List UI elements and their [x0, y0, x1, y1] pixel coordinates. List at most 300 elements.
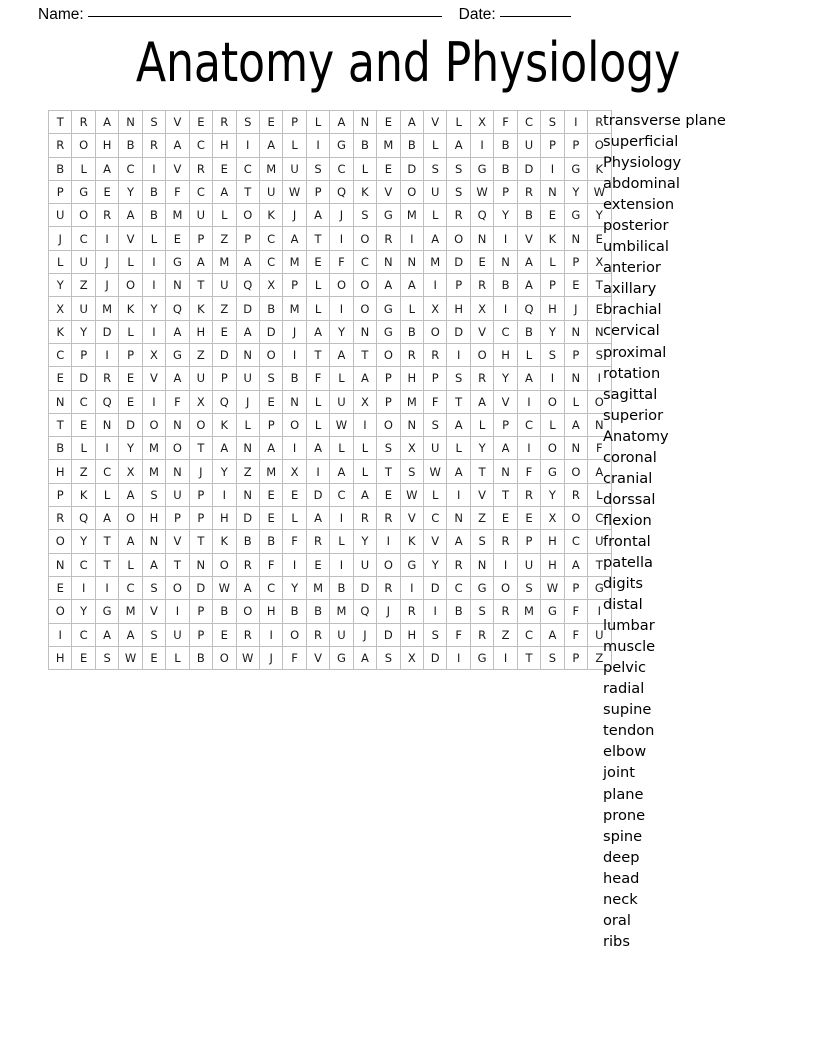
- grid-cell[interactable]: S: [447, 367, 470, 390]
- grid-cell[interactable]: R: [400, 343, 423, 366]
- word-list-item[interactable]: cranial: [603, 469, 653, 487]
- grid-cell[interactable]: N: [283, 390, 306, 413]
- grid-cell[interactable]: C: [259, 250, 282, 273]
- grid-cell[interactable]: I: [236, 134, 259, 157]
- grid-cell[interactable]: A: [588, 460, 611, 483]
- grid-cell[interactable]: K: [213, 413, 236, 436]
- grid-cell[interactable]: Y: [142, 297, 165, 320]
- word-list-item[interactable]: extension: [603, 196, 675, 214]
- grid-cell[interactable]: O: [353, 297, 376, 320]
- grid-cell[interactable]: S: [447, 180, 470, 203]
- grid-cell[interactable]: A: [353, 367, 376, 390]
- grid-cell[interactable]: T: [517, 646, 540, 669]
- word-list-item[interactable]: posterior: [603, 217, 669, 235]
- word-list-item[interactable]: superficial: [603, 133, 679, 151]
- grid-cell[interactable]: V: [306, 646, 329, 669]
- grid-cell[interactable]: T: [236, 180, 259, 203]
- word-list-item[interactable]: frontal: [603, 532, 651, 550]
- grid-cell[interactable]: T: [470, 460, 493, 483]
- grid-cell[interactable]: N: [95, 413, 118, 436]
- grid-cell[interactable]: F: [166, 180, 189, 203]
- name-blank-line[interactable]: [88, 15, 442, 17]
- grid-cell[interactable]: S: [142, 483, 165, 506]
- grid-cell[interactable]: S: [541, 343, 564, 366]
- grid-cell[interactable]: M: [213, 250, 236, 273]
- grid-cell[interactable]: Q: [236, 274, 259, 297]
- grid-cell[interactable]: S: [588, 343, 611, 366]
- grid-cell[interactable]: A: [213, 437, 236, 460]
- grid-cell[interactable]: Y: [353, 530, 376, 553]
- grid-cell[interactable]: I: [400, 227, 423, 250]
- grid-cell[interactable]: D: [447, 250, 470, 273]
- grid-cell[interactable]: U: [259, 180, 282, 203]
- grid-cell[interactable]: I: [306, 134, 329, 157]
- grid-cell[interactable]: E: [49, 576, 72, 599]
- word-list-item[interactable]: brachial: [603, 301, 662, 319]
- grid-cell[interactable]: C: [72, 227, 95, 250]
- grid-cell[interactable]: M: [142, 460, 165, 483]
- grid-cell[interactable]: W: [236, 646, 259, 669]
- grid-cell[interactable]: V: [517, 227, 540, 250]
- grid-cell[interactable]: I: [517, 390, 540, 413]
- grid-cell[interactable]: R: [377, 507, 400, 530]
- grid-cell[interactable]: T: [588, 553, 611, 576]
- grid-cell[interactable]: P: [189, 483, 212, 506]
- grid-cell[interactable]: Y: [494, 367, 517, 390]
- grid-cell[interactable]: L: [283, 507, 306, 530]
- grid-cell[interactable]: I: [353, 413, 376, 436]
- grid-cell[interactable]: N: [189, 553, 212, 576]
- word-list-item[interactable]: distal: [603, 596, 643, 614]
- grid-cell[interactable]: B: [283, 600, 306, 623]
- grid-cell[interactable]: V: [142, 600, 165, 623]
- grid-cell[interactable]: A: [119, 483, 142, 506]
- grid-cell[interactable]: O: [400, 180, 423, 203]
- grid-cell[interactable]: L: [541, 413, 564, 436]
- grid-cell[interactable]: E: [377, 483, 400, 506]
- grid-cell[interactable]: O: [72, 204, 95, 227]
- grid-cell[interactable]: W: [588, 180, 611, 203]
- grid-cell[interactable]: L: [447, 111, 470, 134]
- grid-cell[interactable]: M: [283, 297, 306, 320]
- word-list-item[interactable]: deep: [603, 848, 640, 866]
- grid-cell[interactable]: I: [95, 343, 118, 366]
- grid-cell[interactable]: A: [517, 367, 540, 390]
- grid-cell[interactable]: G: [166, 250, 189, 273]
- grid-cell[interactable]: F: [564, 600, 587, 623]
- grid-cell[interactable]: A: [236, 576, 259, 599]
- grid-cell[interactable]: C: [119, 576, 142, 599]
- grid-cell[interactable]: P: [236, 227, 259, 250]
- grid-cell[interactable]: N: [49, 553, 72, 576]
- grid-cell[interactable]: B: [494, 157, 517, 180]
- grid-cell[interactable]: G: [377, 320, 400, 343]
- grid-cell[interactable]: H: [400, 623, 423, 646]
- grid-cell[interactable]: Y: [494, 204, 517, 227]
- grid-cell[interactable]: D: [119, 413, 142, 436]
- grid-cell[interactable]: X: [470, 111, 493, 134]
- grid-cell[interactable]: B: [236, 530, 259, 553]
- grid-cell[interactable]: K: [49, 320, 72, 343]
- grid-cell[interactable]: L: [72, 157, 95, 180]
- grid-cell[interactable]: C: [189, 134, 212, 157]
- grid-cell[interactable]: L: [306, 413, 329, 436]
- grid-cell[interactable]: H: [213, 134, 236, 157]
- grid-cell[interactable]: G: [541, 600, 564, 623]
- grid-cell[interactable]: P: [72, 343, 95, 366]
- grid-cell[interactable]: K: [213, 530, 236, 553]
- grid-cell[interactable]: Q: [95, 390, 118, 413]
- word-list-item[interactable]: pelvic: [603, 659, 647, 677]
- word-list-item[interactable]: anterior: [603, 259, 661, 277]
- grid-cell[interactable]: P: [517, 530, 540, 553]
- grid-cell[interactable]: I: [330, 297, 353, 320]
- grid-cell[interactable]: G: [564, 204, 587, 227]
- grid-cell[interactable]: K: [588, 157, 611, 180]
- grid-cell[interactable]: Q: [166, 297, 189, 320]
- grid-cell[interactable]: C: [236, 157, 259, 180]
- grid-cell[interactable]: N: [377, 250, 400, 273]
- grid-cell[interactable]: P: [564, 343, 587, 366]
- grid-cell[interactable]: H: [259, 600, 282, 623]
- grid-cell[interactable]: R: [95, 204, 118, 227]
- grid-cell[interactable]: C: [330, 483, 353, 506]
- grid-cell[interactable]: G: [564, 157, 587, 180]
- grid-cell[interactable]: S: [424, 623, 447, 646]
- grid-cell[interactable]: E: [494, 507, 517, 530]
- grid-cell[interactable]: G: [377, 297, 400, 320]
- grid-cell[interactable]: Y: [72, 600, 95, 623]
- grid-cell[interactable]: N: [494, 460, 517, 483]
- grid-cell[interactable]: I: [142, 274, 165, 297]
- grid-cell[interactable]: H: [213, 507, 236, 530]
- grid-cell[interactable]: O: [470, 343, 493, 366]
- grid-cell[interactable]: O: [49, 530, 72, 553]
- grid-cell[interactable]: M: [259, 460, 282, 483]
- grid-cell[interactable]: I: [564, 111, 587, 134]
- word-list-item[interactable]: prone: [603, 806, 646, 824]
- grid-cell[interactable]: Y: [588, 204, 611, 227]
- grid-cell[interactable]: P: [49, 483, 72, 506]
- grid-cell[interactable]: M: [424, 250, 447, 273]
- grid-cell[interactable]: Z: [494, 623, 517, 646]
- grid-cell[interactable]: R: [424, 343, 447, 366]
- grid-cell[interactable]: A: [259, 437, 282, 460]
- grid-cell[interactable]: S: [470, 600, 493, 623]
- grid-cell[interactable]: O: [119, 507, 142, 530]
- grid-cell[interactable]: L: [330, 437, 353, 460]
- grid-cell[interactable]: D: [353, 576, 376, 599]
- grid-cell[interactable]: N: [166, 413, 189, 436]
- grid-cell[interactable]: J: [377, 600, 400, 623]
- grid-cell[interactable]: U: [166, 483, 189, 506]
- grid-cell[interactable]: D: [95, 320, 118, 343]
- grid-cell[interactable]: K: [353, 180, 376, 203]
- grid-cell[interactable]: D: [189, 576, 212, 599]
- grid-cell[interactable]: T: [353, 343, 376, 366]
- grid-cell[interactable]: H: [142, 507, 165, 530]
- grid-cell[interactable]: C: [259, 576, 282, 599]
- grid-cell[interactable]: O: [166, 576, 189, 599]
- grid-cell[interactable]: U: [72, 250, 95, 273]
- grid-cell[interactable]: A: [306, 204, 329, 227]
- grid-cell[interactable]: A: [517, 274, 540, 297]
- grid-cell[interactable]: M: [400, 204, 423, 227]
- grid-cell[interactable]: R: [49, 507, 72, 530]
- grid-cell[interactable]: S: [236, 111, 259, 134]
- grid-cell[interactable]: W: [400, 483, 423, 506]
- grid-cell[interactable]: L: [424, 134, 447, 157]
- grid-cell[interactable]: R: [353, 507, 376, 530]
- word-list-item[interactable]: elbow: [603, 743, 647, 761]
- grid-cell[interactable]: M: [306, 576, 329, 599]
- grid-cell[interactable]: P: [306, 180, 329, 203]
- grid-cell[interactable]: I: [166, 600, 189, 623]
- grid-cell[interactable]: P: [49, 180, 72, 203]
- grid-cell[interactable]: M: [119, 600, 142, 623]
- grid-cell[interactable]: I: [494, 646, 517, 669]
- grid-cell[interactable]: J: [189, 460, 212, 483]
- grid-cell[interactable]: M: [166, 204, 189, 227]
- grid-cell[interactable]: A: [283, 227, 306, 250]
- grid-cell[interactable]: P: [564, 646, 587, 669]
- grid-cell[interactable]: R: [588, 111, 611, 134]
- word-list-item[interactable]: umbilical: [603, 238, 669, 256]
- word-list-item[interactable]: axillary: [603, 280, 657, 298]
- grid-cell[interactable]: H: [541, 553, 564, 576]
- grid-cell[interactable]: S: [400, 460, 423, 483]
- grid-cell[interactable]: L: [564, 390, 587, 413]
- grid-cell[interactable]: W: [119, 646, 142, 669]
- grid-cell[interactable]: N: [49, 390, 72, 413]
- grid-cell[interactable]: Q: [470, 204, 493, 227]
- grid-cell[interactable]: E: [283, 483, 306, 506]
- grid-cell[interactable]: L: [353, 460, 376, 483]
- grid-cell[interactable]: E: [213, 623, 236, 646]
- grid-cell[interactable]: B: [142, 204, 165, 227]
- grid-cell[interactable]: S: [142, 576, 165, 599]
- grid-cell[interactable]: R: [142, 134, 165, 157]
- grid-cell[interactable]: I: [330, 227, 353, 250]
- grid-cell[interactable]: A: [447, 413, 470, 436]
- grid-cell[interactable]: O: [166, 437, 189, 460]
- grid-cell[interactable]: C: [330, 157, 353, 180]
- grid-cell[interactable]: R: [306, 530, 329, 553]
- grid-cell[interactable]: B: [400, 320, 423, 343]
- grid-cell[interactable]: R: [470, 623, 493, 646]
- word-list-item[interactable]: plane: [603, 785, 644, 803]
- grid-cell[interactable]: O: [259, 343, 282, 366]
- word-list-item[interactable]: sagittal: [603, 385, 658, 403]
- grid-cell[interactable]: P: [541, 134, 564, 157]
- grid-cell[interactable]: A: [166, 367, 189, 390]
- grid-cell[interactable]: N: [470, 227, 493, 250]
- grid-cell[interactable]: V: [470, 320, 493, 343]
- grid-cell[interactable]: C: [49, 343, 72, 366]
- grid-cell[interactable]: B: [259, 297, 282, 320]
- grid-cell[interactable]: I: [470, 134, 493, 157]
- grid-cell[interactable]: K: [400, 530, 423, 553]
- grid-cell[interactable]: I: [283, 437, 306, 460]
- grid-cell[interactable]: B: [189, 646, 212, 669]
- grid-cell[interactable]: N: [470, 553, 493, 576]
- grid-cell[interactable]: L: [353, 157, 376, 180]
- grid-cell[interactable]: A: [517, 250, 540, 273]
- grid-cell[interactable]: O: [189, 413, 212, 436]
- grid-cell[interactable]: C: [259, 227, 282, 250]
- grid-cell[interactable]: M: [283, 250, 306, 273]
- grid-cell[interactable]: B: [119, 134, 142, 157]
- grid-cell[interactable]: I: [400, 576, 423, 599]
- grid-cell[interactable]: A: [564, 413, 587, 436]
- grid-cell[interactable]: N: [447, 507, 470, 530]
- grid-cell[interactable]: N: [564, 367, 587, 390]
- grid-cell[interactable]: X: [353, 390, 376, 413]
- grid-cell[interactable]: R: [517, 483, 540, 506]
- grid-cell[interactable]: B: [49, 437, 72, 460]
- grid-cell[interactable]: L: [236, 413, 259, 436]
- grid-cell[interactable]: M: [400, 390, 423, 413]
- grid-cell[interactable]: O: [236, 204, 259, 227]
- grid-cell[interactable]: R: [236, 553, 259, 576]
- grid-cell[interactable]: I: [142, 250, 165, 273]
- grid-cell[interactable]: G: [166, 343, 189, 366]
- grid-cell[interactable]: O: [588, 390, 611, 413]
- grid-cell[interactable]: T: [377, 460, 400, 483]
- grid-cell[interactable]: E: [166, 227, 189, 250]
- grid-cell[interactable]: Y: [119, 437, 142, 460]
- word-list-item[interactable]: patella: [603, 553, 653, 571]
- grid-cell[interactable]: G: [330, 646, 353, 669]
- grid-cell[interactable]: A: [400, 111, 423, 134]
- grid-cell[interactable]: L: [166, 646, 189, 669]
- grid-cell[interactable]: C: [494, 320, 517, 343]
- grid-cell[interactable]: D: [236, 297, 259, 320]
- grid-cell[interactable]: E: [49, 367, 72, 390]
- grid-cell[interactable]: L: [330, 530, 353, 553]
- grid-cell[interactable]: V: [166, 111, 189, 134]
- grid-cell[interactable]: A: [424, 227, 447, 250]
- grid-cell[interactable]: G: [588, 576, 611, 599]
- grid-cell[interactable]: N: [564, 437, 587, 460]
- grid-cell[interactable]: N: [119, 111, 142, 134]
- grid-cell[interactable]: A: [95, 507, 118, 530]
- grid-cell[interactable]: S: [377, 437, 400, 460]
- grid-cell[interactable]: E: [95, 180, 118, 203]
- grid-cell[interactable]: N: [166, 460, 189, 483]
- grid-cell[interactable]: P: [377, 390, 400, 413]
- grid-cell[interactable]: A: [166, 320, 189, 343]
- grid-cell[interactable]: I: [494, 227, 517, 250]
- grid-cell[interactable]: A: [541, 623, 564, 646]
- grid-cell[interactable]: A: [306, 320, 329, 343]
- grid-cell[interactable]: X: [400, 646, 423, 669]
- grid-cell[interactable]: L: [400, 297, 423, 320]
- grid-cell[interactable]: U: [236, 367, 259, 390]
- grid-cell[interactable]: Y: [541, 483, 564, 506]
- grid-cell[interactable]: X: [541, 507, 564, 530]
- grid-cell[interactable]: U: [283, 157, 306, 180]
- grid-cell[interactable]: F: [306, 367, 329, 390]
- grid-cell[interactable]: C: [353, 250, 376, 273]
- grid-cell[interactable]: X: [470, 297, 493, 320]
- grid-cell[interactable]: M: [377, 134, 400, 157]
- grid-cell[interactable]: X: [283, 460, 306, 483]
- grid-cell[interactable]: J: [49, 227, 72, 250]
- grid-cell[interactable]: U: [189, 204, 212, 227]
- grid-cell[interactable]: A: [95, 623, 118, 646]
- grid-cell[interactable]: X: [119, 460, 142, 483]
- grid-cell[interactable]: O: [283, 413, 306, 436]
- grid-cell[interactable]: Y: [330, 320, 353, 343]
- grid-cell[interactable]: Y: [470, 437, 493, 460]
- grid-cell[interactable]: O: [588, 134, 611, 157]
- grid-cell[interactable]: S: [447, 157, 470, 180]
- grid-cell[interactable]: J: [564, 297, 587, 320]
- grid-cell[interactable]: A: [564, 553, 587, 576]
- grid-cell[interactable]: Z: [588, 646, 611, 669]
- grid-cell[interactable]: I: [95, 576, 118, 599]
- grid-cell[interactable]: E: [119, 390, 142, 413]
- grid-cell[interactable]: Z: [470, 507, 493, 530]
- grid-cell[interactable]: A: [119, 204, 142, 227]
- grid-cell[interactable]: T: [306, 343, 329, 366]
- grid-cell[interactable]: W: [283, 180, 306, 203]
- grid-cell[interactable]: A: [236, 320, 259, 343]
- grid-cell[interactable]: Y: [564, 180, 587, 203]
- grid-cell[interactable]: L: [424, 483, 447, 506]
- grid-cell[interactable]: O: [236, 600, 259, 623]
- grid-cell[interactable]: K: [119, 297, 142, 320]
- grid-cell[interactable]: Y: [283, 576, 306, 599]
- grid-cell[interactable]: E: [213, 320, 236, 343]
- grid-cell[interactable]: R: [213, 111, 236, 134]
- word-list-item[interactable]: muscle: [603, 638, 656, 656]
- grid-cell[interactable]: W: [541, 576, 564, 599]
- grid-cell[interactable]: G: [400, 553, 423, 576]
- grid-cell[interactable]: J: [259, 646, 282, 669]
- grid-cell[interactable]: I: [142, 390, 165, 413]
- grid-cell[interactable]: R: [306, 623, 329, 646]
- grid-cell[interactable]: L: [541, 250, 564, 273]
- word-list-item[interactable]: spine: [603, 827, 643, 845]
- grid-cell[interactable]: L: [470, 413, 493, 436]
- grid-cell[interactable]: F: [564, 623, 587, 646]
- grid-cell[interactable]: I: [541, 367, 564, 390]
- grid-cell[interactable]: U: [588, 530, 611, 553]
- grid-cell[interactable]: Q: [517, 297, 540, 320]
- grid-cell[interactable]: G: [95, 600, 118, 623]
- grid-cell[interactable]: Z: [236, 460, 259, 483]
- grid-cell[interactable]: Z: [189, 343, 212, 366]
- grid-cell[interactable]: A: [494, 437, 517, 460]
- grid-cell[interactable]: A: [306, 437, 329, 460]
- grid-cell[interactable]: C: [189, 180, 212, 203]
- grid-cell[interactable]: H: [447, 297, 470, 320]
- grid-cell[interactable]: L: [283, 134, 306, 157]
- grid-cell[interactable]: S: [142, 623, 165, 646]
- grid-cell[interactable]: J: [283, 320, 306, 343]
- grid-cell[interactable]: H: [49, 646, 72, 669]
- grid-cell[interactable]: F: [494, 111, 517, 134]
- grid-cell[interactable]: I: [494, 297, 517, 320]
- grid-cell[interactable]: B: [353, 134, 376, 157]
- word-list-item[interactable]: oral: [603, 911, 631, 929]
- grid-cell[interactable]: O: [541, 390, 564, 413]
- grid-cell[interactable]: S: [541, 646, 564, 669]
- grid-cell[interactable]: A: [330, 460, 353, 483]
- grid-cell[interactable]: M: [142, 437, 165, 460]
